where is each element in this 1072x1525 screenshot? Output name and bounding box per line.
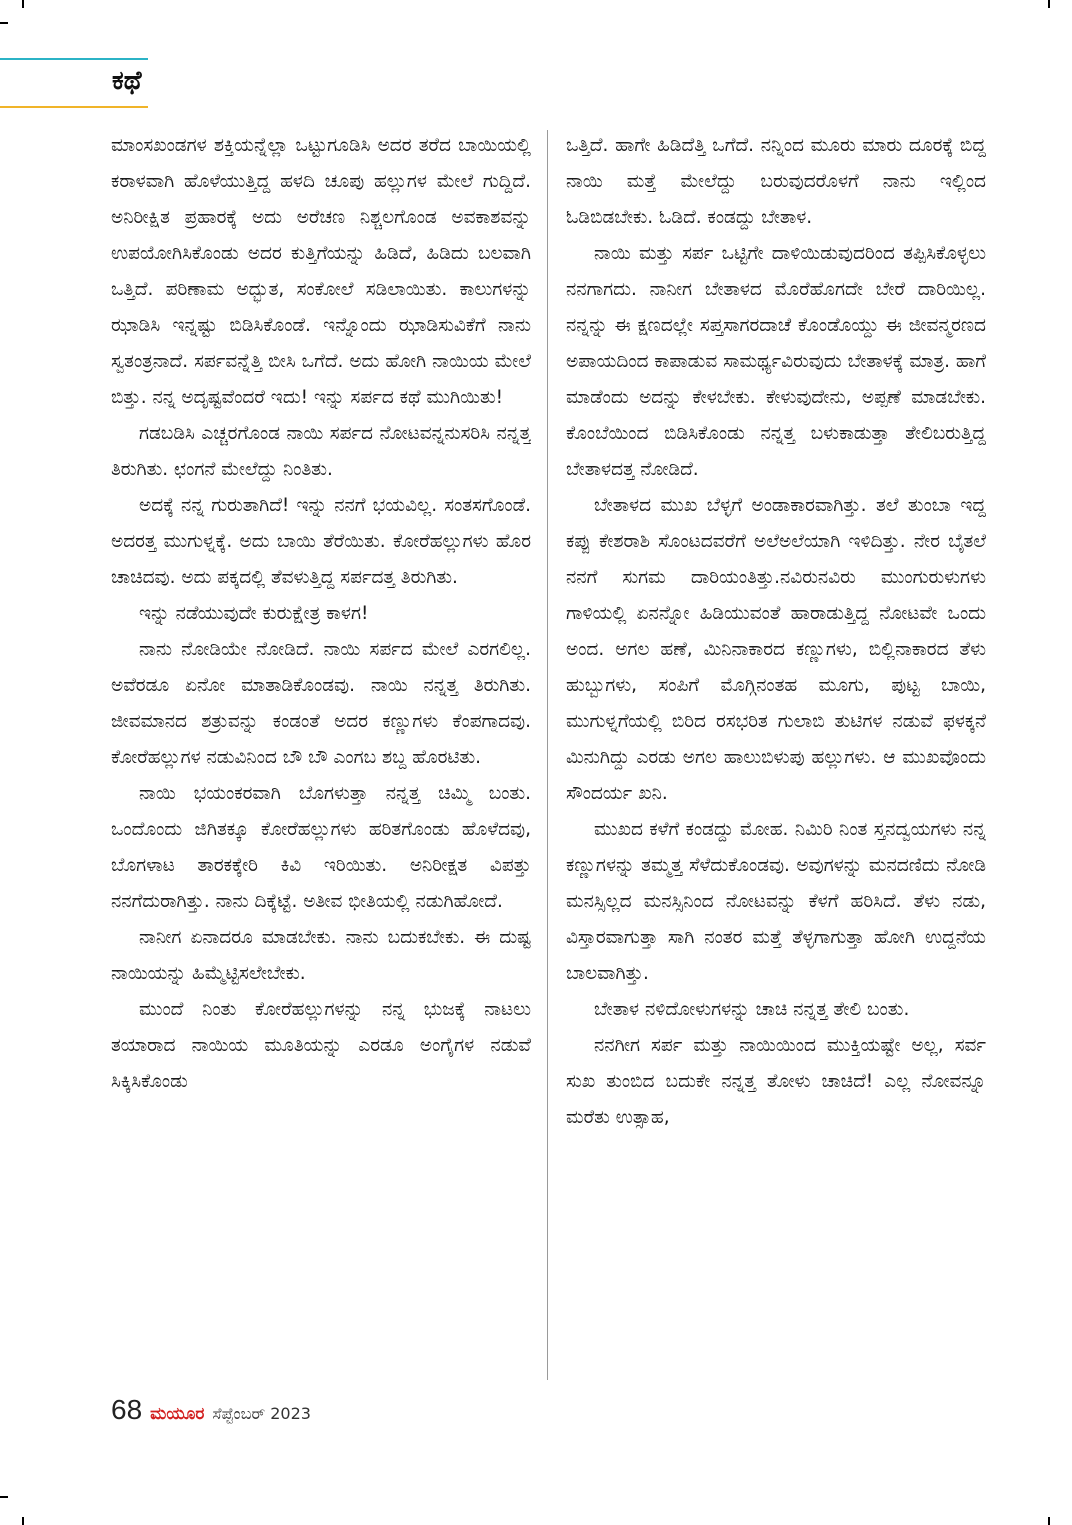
issue-date: ಸೆಪ್ಟೆಂಬರ್ 2023 <box>212 1404 311 1423</box>
header-rule-yellow <box>0 106 148 108</box>
page-number: 68 <box>111 1394 143 1425</box>
crop-mark-top-right <box>1048 0 1050 8</box>
column-divider <box>547 130 548 1380</box>
crop-mark-left-upper <box>0 22 8 24</box>
paragraph: ಮಾಂಸಖಂಡಗಳ ಶಕ್ತಿಯನ್ನೆಲ್ಲಾ ಒಟ್ಟುಗೂಡಿಸಿ ಅದರ ತರೆದ ಬಾಯಿಯಲ್ಲಿ ಕರಾಳವಾಗಿ ಹೊಳೆಯುತ್ತಿದ್ದ ಹಳದಿ ಚೂಪು ಹಲ್ಲುಗಳ ಮೇಲೆ ಗುದ್ದಿದೆ. ಅನಿರೀಕ್ಷಿತ ಪ್ರಹಾರಕ್ಕೆ ಅದು ಅರೆಚಣ ನಿಶ್ಚಲಗೊಂಡ ಅವಕಾಶವನ್ನು ಉಪಯೋಗಿಸಿಕೊಂಡು ಅದರ ಕುತ್ತಿಗೆಯನ್ನು ಹಿಡಿದೆ, ಹಿಡಿದು ಬಲವಾಗಿ ಒತ್ತಿದೆ. ಪರಿಣಾಮ ಅದ್ಭುತ, ಸಂಕೋಲೆ ಸಡಿಲಾಯಿತು. ಕಾಲುಗಳನ್ನು ಝಾಡಿಸಿ ಇನ್ನಷ್ಟು ಬಿಡಿಸಿಕೊಂಡೆ. ಇನ್ನೊಂದು ಝಾಡಿಸುವಿಕೆಗೆ ನಾನು ಸ್ವತಂತ್ರನಾದೆ. ಸರ್ಪವನ್ನೆತ್ತಿ ಬೀಸಿ ಒಗೆದೆ. ಅದು ಹೋಗಿ ನಾಯಿಯ ಮೇಲೆ ಬಿತ್ತು. ನನ್ನ ಅದೃಷ್ಟವೆಂದರೆ ಇದು! ಇನ್ನು ಸರ್ಪದ ಕಥೆ ಮುಗಿಯಿತು! <box>111 135 531 408</box>
paragraph: ನಾಯಿ ಮತ್ತು ಸರ್ಪ ಒಟ್ಟಿಗೇ ದಾಳಿಯಿಡುವುದರಿಂದ ತಪ್ಪಿಸಿಕೊಳ್ಳಲು ನನಗಾಗದು. ನಾನೀಗ ಬೇತಾಳದ ಮೊರೆಹೊಗದೇ ಬೇರೆ ದಾರಿಯಿಲ್ಲ. ನನ್ನನ್ನು ಈ ಕ್ಷಣದಲ್ಲೇ ಸಪ್ತಸಾಗರದಾಚೆ ಕೊಂಡೊಯ್ದು ಈ ಜೀವನ್ಮರಣದ ಅಪಾಯದಿಂದ ಕಾಪಾಡುವ ಸಾಮರ್ಥ್ಯವಿರುವುದು ಬೇತಾಳಕ್ಕೆ ಮಾತ್ರ. ಹಾಗೆ ಮಾಡೆಂದು ಅದನ್ನು ಕೇಳಬೇಕು. ಕೇಳುವುದೇನು, ಅಪ್ಪಣೆ ಮಾಡಬೇಕು. ಕೊಂಬೆಯಿಂದ ಬಿಡಿಸಿಕೊಂಡು ನನ್ನತ್ತ ಬಳುಕಾಡುತ್ತಾ ತೇಲಿಬರುತ್ತಿದ್ದ ಬೇತಾಳದತ್ತ ನೋಡಿದೆ. <box>566 243 986 480</box>
paragraph: ಮುಖದ ಕಳೆಗೆ ಕಂಡದ್ದು ಮೋಹ. ನಿಮಿರಿ ನಿಂತ ಸ್ತನದ್ವಯಗಳು ನನ್ನ ಕಣ್ಣುಗಳನ್ನು ತಮ್ಮತ್ತ ಸೆಳೆದುಕೊಂಡವು. ಅವುಗಳನ್ನು ಮನದಣಿದು ನೋಡಿ ಮನಸ್ಸಿಲ್ಲದ ಮನಸ್ಸಿನಿಂದ ನೋಟವನ್ನು ಕೆಳಗೆ ಹರಿಸಿದೆ. ತೆಳು ನಡು, ವಿಸ್ತಾರವಾಗುತ್ತಾ ಸಾಗಿ ನಂತರ ಮತ್ತೆ ತೆಳ್ಳಗಾಗುತ್ತಾ ಹೋಗಿ ಉದ್ದನೆಯ ಬಾಲವಾಗಿತ್ತು. <box>566 819 986 984</box>
paragraph: ನಾನೀಗ ಏನಾದರೂ ಮಾಡಬೇಕು. ನಾನು ಬದುಕಬೇಕು. ಈ ದುಷ್ಟ ನಾಯಿಯನ್ನು ಹಿಮ್ಮೆಟ್ಟಿಸಲೇಬೇಕು. <box>111 927 531 984</box>
paragraph: ನನಗೀಗ ಸರ್ಪ ಮತ್ತು ನಾಯಿಯಿಂದ ಮುಕ್ತಿಯಷ್ಟೇ ಅಲ್ಲ, ಸರ್ವ ಸುಖ ತುಂಬಿದ ಬದುಕೇ ನನ್ನತ್ತ ತೋಳು ಚಾಚಿದೆ! ಎಲ್ಲ ನೋವನ್ನೂ ಮರೆತು ಉತ್ಸಾಹ, <box>566 1035 986 1128</box>
paragraph: ಬೇತಾಳ ನಳಿದೋಳುಗಳನ್ನು ಚಾಚಿ ನನ್ನತ್ತ ತೇಲಿ ಬಂತು. <box>594 999 910 1020</box>
paragraph: ನಾಯಿ ಭಯಂಕರವಾಗಿ ಬೊಗಳುತ್ತಾ ನನ್ನತ್ತ ಚಿಮ್ಮಿ ಬಂತು. ಒಂದೊಂದು ಜಿಗಿತಕ್ಕೂ ಕೋರೆಹಲ್ಲುಗಳು ಹರಿತಗೊಂಡು ಹೊಳೆದವು, ಬೊಗಳಾಟ ತಾರಕಕ್ಕೇರಿ ಕಿವಿ ಇರಿಯಿತು. ಅನಿರೀಕ್ಷತ ವಿಪತ್ತು ನನಗೆದುರಾಗಿತ್ತು. ನಾನು ದಿಕ್ಕೆಟ್ಟೆ. ಅತೀವ ಭೀತಿಯಲ್ಲಿ ನಡುಗಿಹೋದೆ. <box>111 783 531 912</box>
paragraph: ಬೇತಾಳದ ಮುಖ ಬೆಳ್ಳಗೆ ಅಂಡಾಕಾರವಾಗಿತ್ತು. ತಲೆ ತುಂಬಾ ಇದ್ದ ಕಪ್ಪು ಕೇಶರಾಶಿ ಸೊಂಟದವರೆಗೆ ಅಲೆಅಲೆಯಾಗಿ ಇಳಿದಿತ್ತು. ನೇರ ಬೈತಲೆ ನನಗೆ ಸುಗಮ ದಾರಿಯಂತಿತ್ತು.ನವಿರುನವಿರು ಮುಂಗುರುಳುಗಳು ಗಾಳಿಯಲ್ಲಿ ಏನನ್ನೋ ಹಿಡಿಯುವಂತೆ ಹಾರಾಡುತ್ತಿದ್ದ ನೋಟವೇ ಒಂದು ಅಂದ. ಅಗಲ ಹಣೆ, ಮಿನಿನಾಕಾರದ ಕಣ್ಣುಗಳು, ಬಿಲ್ಲಿನಾಕಾರದ ತೆಳು ಹುಬ್ಬುಗಳು, ಸಂಪಿಗೆ ಮೊಗ್ಗಿನಂತಹ ಮೂಗು, ಪುಟ್ಟ ಬಾಯಿ, ಮುಗುಳ್ನಗೆಯಲ್ಲಿ ಬಿರಿದ ರಸಭರಿತ ಗುಲಾಬಿ ತುಟಿಗಳ ನಡುವೆ ಫಳಕ್ಕನೆ ಮಿನುಗಿದ್ದು ಎರಡು ಅಗಲ ಹಾಲುಬಿಳುಪು ಹಲ್ಲುಗಳು. ಆ ಮುಖವೊಂದು ಸೌಂದರ್ಯ ಖನಿ. <box>566 495 986 804</box>
paragraph: ಮುಂದೆ ನಿಂತು ಕೋರೆಹಲ್ಲುಗಳನ್ನು ನನ್ನ ಭುಜಕ್ಕೆ ನಾಟಲು ತಯಾರಾದ ನಾಯಿಯ ಮೂತಿಯನ್ನು ಎರಡೂ ಅಂಗೈಗಳ ನಡುವೆ ಸಿಕ್ಕಿಸಿಕೊಂಡು <box>111 999 531 1092</box>
section-title: ಕಥೆ <box>112 66 142 96</box>
header-rule-cyan <box>0 58 148 60</box>
text-column-left <box>111 128 531 1378</box>
crop-mark-left-lower <box>0 1496 8 1498</box>
crop-mark-bottom-left <box>22 1517 24 1525</box>
crop-mark-bottom-right <box>1048 1517 1050 1525</box>
text-column-right <box>566 128 986 1378</box>
paragraph: ಅದಕ್ಕೆ ನನ್ನ ಗುರುತಾಗಿದೆ! ಇನ್ನು ನನಗೆ ಭಯವಿಲ್ಲ. ಸಂತಸಗೊಂಡೆ. ಅದರತ್ತ ಮುಗುಳ್ನಕ್ಕೆ. ಅದು ಬಾಯಿ ತೆರೆಯಿತು. ಕೋರೆಹಲ್ಲುಗಳು ಹೊರ ಚಾಚಿದವು. ಅದು ಪಕ್ಕದಲ್ಲಿ ತೆವಳುತ್ತಿದ್ದ ಸರ್ಪದತ್ತ ತಿರುಗಿತು. <box>111 495 531 588</box>
magazine-logo: ಮಯೂರ <box>150 1404 205 1424</box>
page-footer <box>111 1394 311 1428</box>
paragraph: ಒತ್ತಿದೆ. ಹಾಗೇ ಹಿಡಿದೆತ್ತಿ ಒಗೆದೆ. ನನ್ನಿಂದ ಮೂರು ಮಾರು ದೂರಕ್ಕೆ ಬಿದ್ದ ನಾಯಿ ಮತ್ತೆ ಮೇಲೆದ್ದು ಬರುವುದರೊಳಗೆ ನಾನು ಇಲ್ಲಿಂದ ಓಡಿಬಿಡಬೇಕು. ಓಡಿದೆ. ಕಂಡದ್ದು ಬೇತಾಳ. <box>566 135 986 228</box>
crop-mark-top-left <box>22 0 24 8</box>
paragraph: ನಾನು ನೋಡಿಯೇ ನೋಡಿದೆ. ನಾಯಿ ಸರ್ಪದ ಮೇಲೆ ಎರಗಲಿಲ್ಲ. ಅವೆರಡೂ ಏನೋ ಮಾತಾಡಿಕೊಂಡವು. ನಾಯಿ ನನ್ನತ್ತ ತಿರುಗಿತು. ಜೀವಮಾನದ ಶತ್ರುವನ್ನು ಕಂಡಂತೆ ಅದರ ಕಣ್ಣುಗಳು ಕೆಂಪಗಾದವು. ಕೋರೆಹಲ್ಲುಗಳ ನಡುವಿನಿಂದ ಬೌ ಬೌ ಎಂಗಬ ಶಬ್ದ ಹೊರಟಿತು. <box>111 639 531 768</box>
paragraph: ಇನ್ನು ನಡೆಯುವುದೇ ಕುರುಕ್ಷೇತ್ರ ಕಾಳಗ! <box>139 603 369 624</box>
paragraph: ಗಡಬಡಿಸಿ ಎಚ್ಚರಗೊಂಡ ನಾಯಿ ಸರ್ಪದ ನೋಟವನ್ನನುಸರಿಸಿ ನನ್ನತ್ತ ತಿರುಗಿತು. ಛಂಗನೆ ಮೇಲೆದ್ದು ನಿಂತಿತು. <box>111 423 531 480</box>
